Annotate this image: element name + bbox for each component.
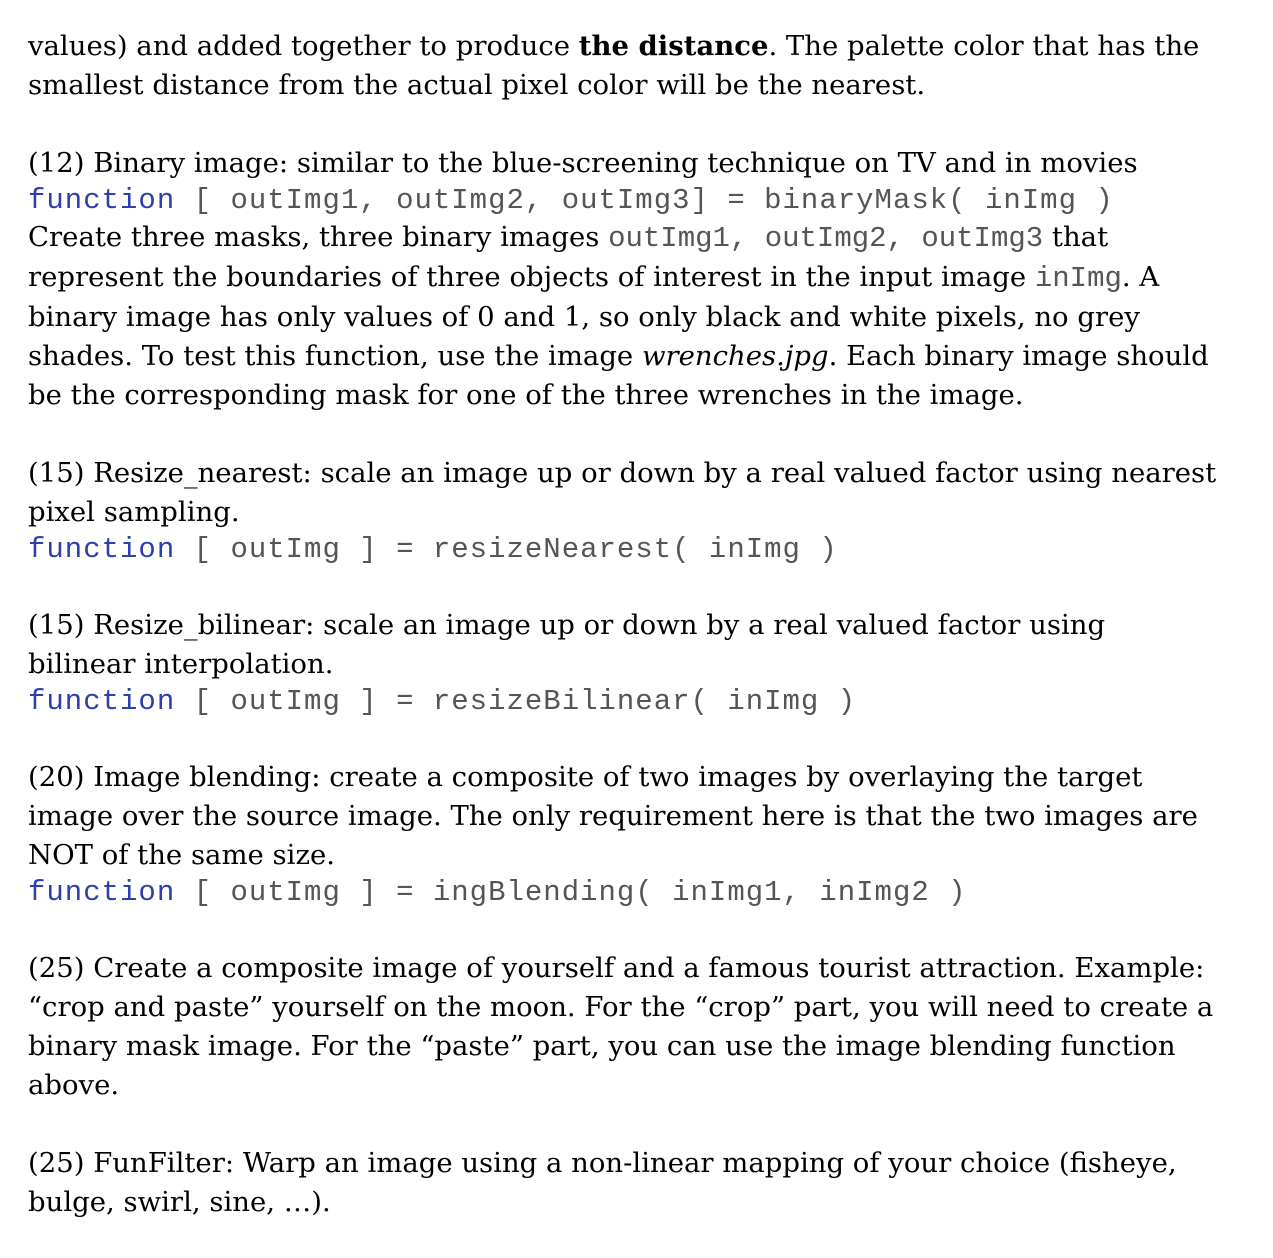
intro-line-1 [28, 27, 1248, 66]
binary-body-line-1 [28, 218, 1248, 258]
binary-body-line-3: binary image has only values of 0 and 1, so only black and white pixels, no grey [28, 301, 1140, 333]
code-text: [ outImg1, outImg2, outImg3] = binaryMask( inImg ) [175, 184, 1114, 217]
code-keyword: function [28, 685, 176, 718]
composite-line-3: binary mask image. For the “paste” part, you can use the image blending function [28, 1030, 1176, 1062]
intro-text: values) and added together to produce [28, 30, 579, 62]
body-text: Create three masks, three binary images [28, 221, 609, 253]
bilinear-line-1: (15) Resize_bilinear: scale an image up or down by a real valued factor using [28, 609, 1106, 641]
body-text: that [1043, 221, 1109, 253]
inline-code: inImg [1034, 262, 1122, 295]
body-text: . A [1121, 261, 1160, 293]
code-text: [ outImg ] = resizeNearest( inImg ) [175, 533, 838, 566]
code-keyword: function [28, 876, 176, 909]
bilinear-code-signature [28, 684, 1248, 719]
composite-line-1: (25) Create a composite image of yourself and a famous tourist attraction. Example: [28, 952, 1205, 984]
blending-code-signature [28, 875, 1248, 910]
code-keyword: function [28, 533, 176, 566]
composite-line-2: “crop and paste” yourself on the moon. For the “crop” part, you will need to create a [28, 991, 1214, 1023]
document-page [28, 27, 1248, 1222]
italic-filename: wrenches.jpg [641, 340, 829, 372]
bilinear-line-2: bilinear interpolation. [28, 648, 334, 680]
blending-line-2: image over the source image. The only requirement here is that the two images are [28, 800, 1198, 832]
composite-line-4: above. [28, 1069, 120, 1101]
intro-line-2: smallest distance from the actual pixel color will be the nearest. [28, 69, 926, 101]
body-text: represent the boundaries of three objects of interest in the input image [28, 261, 1035, 293]
nearest-line-1: (15) Resize_nearest: scale an image up or down by a real valued factor using nearest [28, 457, 1217, 489]
body-text: . Each binary image should [828, 340, 1209, 372]
binary-body-line-4 [28, 337, 1248, 376]
inline-code: outImg1, outImg2, outImg3 [608, 222, 1044, 255]
code-keyword: function [28, 184, 176, 217]
binary-body-line-5: be the corresponding mask for one of the three wrenches in the image. [28, 379, 1024, 411]
body-text: shades. To test this function, use the image [28, 340, 642, 372]
code-text: [ outImg ] = ingBlending( inImg1, inImg2 ) [175, 876, 967, 909]
nearest-line-2: pixel sampling. [28, 496, 240, 528]
funfilter-line-2: bulge, swirl, sine, …). [28, 1186, 331, 1218]
intro-text: . The palette color that has the [768, 30, 1200, 62]
binary-body-line-2 [28, 258, 1248, 298]
code-text: [ outImg ] = resizeBilinear( inImg ) [175, 685, 857, 718]
funfilter-line-1: (25) FunFilter: Warp an image using a non-linear mapping of your choice (fisheye, [28, 1147, 1177, 1179]
blending-line-1: (20) Image blending: create a composite of two images by overlaying the target [28, 761, 1143, 793]
nearest-code-signature [28, 532, 1248, 567]
blending-line-3: NOT of the same size. [28, 839, 335, 871]
intro-bold-term: the distance [578, 30, 769, 62]
binary-heading: (12) Binary image: similar to the blue-screening technique on TV and in movies [28, 147, 1138, 179]
binary-code-signature [28, 183, 1248, 218]
